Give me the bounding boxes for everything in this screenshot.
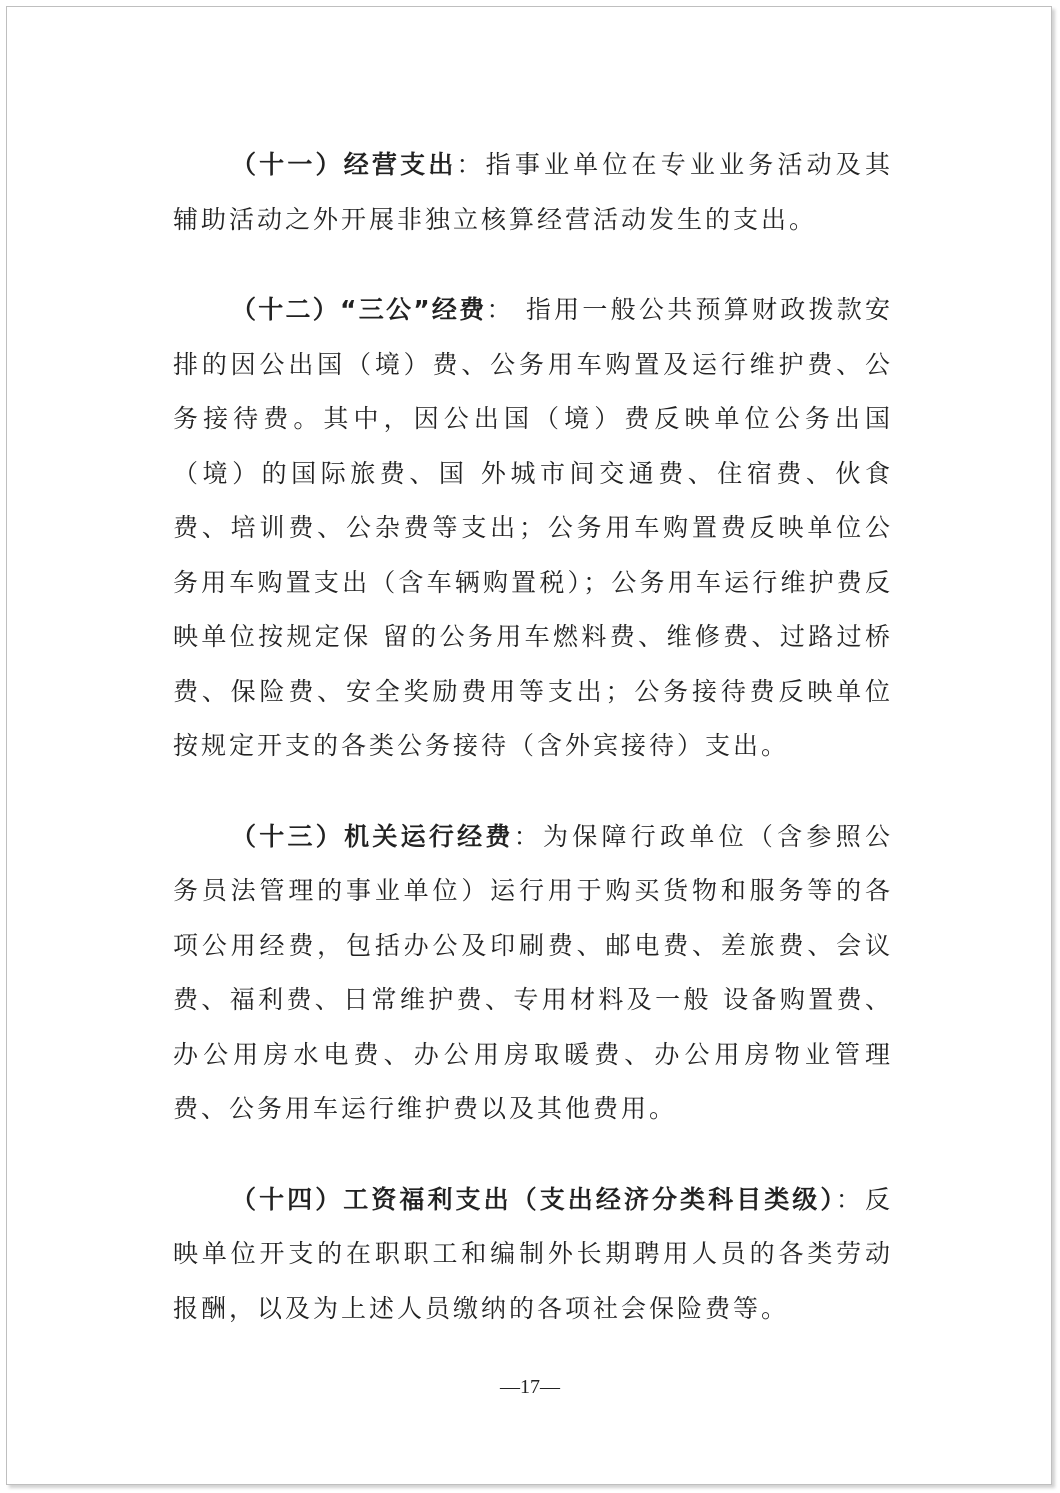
paragraph-wage-welfare-expenditure <box>173 1173 893 1337</box>
heading-separator: ： <box>835 1184 865 1214</box>
paragraph-heading: （十三）机关运行经费 <box>231 821 514 851</box>
heading-separator: ： <box>486 295 526 324</box>
document-page <box>6 6 1052 1485</box>
heading-separator: ： <box>456 150 486 179</box>
paragraph-three-public-expenses <box>173 283 893 774</box>
paragraph-text: 反映单位开支的在职职工和编制外长期聘用人员的各类劳动报酬，以及为上述人员缴纳的各项社会保险费等。 <box>173 1184 893 1323</box>
paragraph-heading: （十二）“三公”经费 <box>231 295 487 324</box>
heading-separator: ： <box>513 821 543 851</box>
page-number: —17— <box>500 1376 560 1398</box>
paragraph-text: 为保障行政单位（含参照公务员法管理的事业单位）运行用于购买货物和服务等的各项公用经费，包括办公及印刷费、邮电费、差旅费、会议费、福利费、日常维护费、专用材料及一般 设备购置费、办公用房水电费、办公用房取暖费、办公用房物业管理费、公务用车运行维护费以及其他费用。 <box>173 821 893 1123</box>
paragraph-operating-expenditure <box>173 138 893 247</box>
document-body <box>173 138 893 1372</box>
paragraph-heading: （十一）经营支出 <box>231 150 457 179</box>
paragraph-heading: （十四）工资福利支出（支出经济分类科目类级） <box>231 1184 836 1214</box>
paragraph-text: 指用一般公共预算财政拨款安排的因公出国（境）费、公务用车购置及运行维护费、公务接待费。其中，因公出国（境）费反映单位公务出国（境）的国际旅费、国 外城市间交通费、住宿费、伙食费、培训费、公杂费等支出；公务用车购置费反映单位公务用车购置支出（含车辆购置税）；公务用车运行维护费反映单位按规定保 留的公务用车燃料费、维修费、过路过桥费、保险费、安全奖励费用等支出；公务接待费反映单位按规定开支的各类公务接待（含外宾接待）支出。 <box>173 295 893 760</box>
paragraph-text: 指事业单位在专业业务活动及其辅助活动之外开展非独立核算经营活动发生的支出。 <box>173 150 893 234</box>
paragraph-agency-operating-funds <box>173 810 893 1137</box>
